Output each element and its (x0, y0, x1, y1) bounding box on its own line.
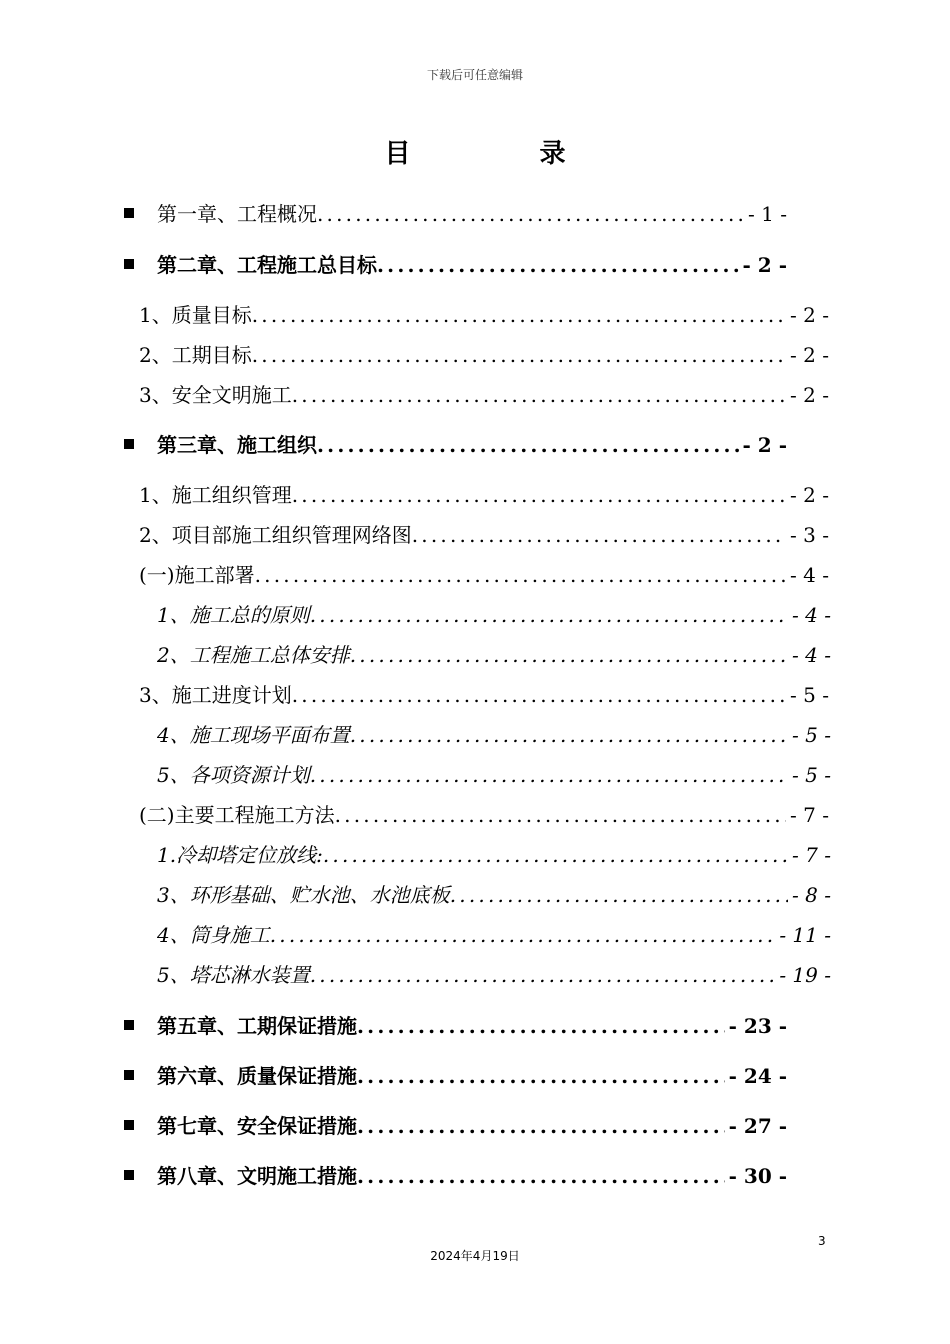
toc-entry-s2-2[interactable] (139, 339, 829, 368)
toc-leader (292, 683, 786, 707)
toc-leader (310, 763, 788, 787)
toc-leader (270, 923, 776, 947)
toc-leader (255, 563, 786, 587)
toc-entry-s2-3[interactable] (139, 379, 829, 408)
toc-entry-s3-b3[interactable] (157, 879, 831, 908)
toc-entry-label: 4、筒身施工 (157, 923, 270, 947)
toc-entry-label: 5、各项资源计划 (157, 763, 310, 787)
toc-page-number: - 2 - (790, 383, 829, 407)
toc-title: 目 录 (384, 139, 626, 169)
bullet-icon (124, 1120, 134, 1130)
bullet-icon (124, 1070, 134, 1080)
toc-page-number: - 7 - (790, 803, 829, 827)
toc-entry-ch1[interactable] (157, 198, 787, 227)
toc-entry-s3-b[interactable] (139, 799, 829, 828)
toc-page-number: - 2 - (742, 253, 787, 277)
toc-page-number: - 24 - (728, 1064, 787, 1088)
toc-entry-ch2[interactable] (157, 249, 787, 278)
page-footer-date: 2024年4月19日 (430, 1249, 520, 1263)
toc-entry-ch3[interactable] (157, 429, 787, 458)
toc-page-number: - 27 - (728, 1114, 787, 1138)
toc-entry-s3-b5[interactable] (157, 959, 831, 988)
toc-page-number: - 1 - (748, 202, 787, 226)
toc-entry-label: 1、质量目标 (139, 303, 252, 327)
toc-page-number: - 2 - (790, 343, 829, 367)
toc-entry-label: 3、安全文明施工 (139, 383, 292, 407)
toc-page-number: - 30 - (728, 1164, 787, 1188)
toc-page-number: - 4 - (790, 563, 829, 587)
toc-entry-label: 3、环形基础、贮水池、水池底板 (157, 883, 450, 907)
toc-page-number: - 4 - (792, 643, 831, 667)
bullet-icon (124, 439, 134, 449)
toc-leader (310, 603, 788, 627)
toc-leader (357, 1114, 725, 1138)
toc-page-number: - 8 - (792, 883, 831, 907)
toc-page-number: - 19 - (779, 963, 831, 987)
toc-entry-ch7[interactable] (157, 1110, 787, 1139)
toc-entry-label: 1.冷却塔定位放线: (157, 843, 323, 867)
toc-leader (310, 963, 776, 987)
toc-leader (357, 1014, 725, 1038)
toc-entry-ch8[interactable] (157, 1160, 787, 1189)
toc-page-number: - 5 - (792, 723, 831, 747)
toc-entry-s3-b4[interactable] (157, 919, 831, 948)
toc-page-number: - 3 - (790, 523, 829, 547)
toc-leader (292, 383, 786, 407)
toc-leader (357, 1064, 725, 1088)
toc-entry-label: 2、项目部施工组织管理网络图 (139, 523, 412, 547)
toc-leader (350, 723, 788, 747)
toc-entry-s3-a1[interactable] (157, 599, 831, 628)
toc-entry-label: 第一章、工程概况 (157, 202, 317, 226)
toc-leader (377, 253, 739, 277)
bullet-icon (124, 1020, 134, 1030)
bullet-icon (124, 259, 134, 269)
toc-leader (335, 803, 786, 827)
toc-entry-label: 第三章、施工组织 (157, 433, 317, 457)
toc-entry-ch6[interactable] (157, 1060, 787, 1089)
toc-page-number: - 2 - (742, 433, 787, 457)
toc-entry-s3-5[interactable] (157, 759, 831, 788)
toc-entry-label: 4、施工现场平面布置 (157, 723, 350, 747)
toc-leader (450, 883, 788, 907)
toc-entry-label: 第五章、工期保证措施 (157, 1014, 357, 1038)
toc-page-number: - 23 - (728, 1014, 787, 1038)
page-number: 3 (818, 1234, 826, 1248)
toc-entry-label: (二)主要工程施工方法 (139, 803, 335, 827)
toc-entry-s3-3[interactable] (139, 679, 829, 708)
toc-entry-label: 2、工期目标 (139, 343, 252, 367)
toc-entry-s3-2[interactable] (139, 519, 829, 548)
toc-entry-label: 2、工程施工总体安排 (157, 643, 350, 667)
toc-page-number: - 7 - (792, 843, 831, 867)
toc-entry-label: (一)施工部署 (139, 563, 255, 587)
toc-leader (323, 843, 788, 867)
toc-page-number: - 2 - (790, 483, 829, 507)
bullet-icon (124, 1170, 134, 1180)
toc-entry-s3-a2[interactable] (157, 639, 831, 668)
toc-entry-s3-1[interactable] (139, 479, 829, 508)
toc-leader (292, 483, 786, 507)
toc-page-number: - 11 - (779, 923, 831, 947)
toc-leader (252, 303, 786, 327)
toc-leader (357, 1164, 725, 1188)
toc-entry-label: 第六章、质量保证措施 (157, 1064, 357, 1088)
toc-leader (317, 433, 739, 457)
bullet-icon (124, 208, 134, 218)
toc-entry-label: 5、塔芯淋水装置 (157, 963, 310, 987)
toc-entry-s3-a[interactable] (139, 559, 829, 588)
toc-entry-s2-1[interactable] (139, 299, 829, 328)
toc-entry-s3-4[interactable] (157, 719, 831, 748)
toc-entry-label: 1、施工组织管理 (139, 483, 292, 507)
toc-page-number: - 5 - (790, 683, 829, 707)
toc-page-number: - 4 - (792, 603, 831, 627)
toc-entry-label: 第八章、文明施工措施 (157, 1164, 357, 1188)
toc-leader (317, 202, 744, 226)
page-header: 下载后可任意编辑 (426, 68, 523, 82)
toc-entry-label: 1、施工总的原则 (157, 603, 310, 627)
toc-entry-label: 第七章、安全保证措施 (157, 1114, 357, 1138)
toc-leader (350, 643, 788, 667)
toc-page-number: - 5 - (792, 763, 831, 787)
toc-entry-ch5[interactable] (157, 1010, 787, 1039)
toc-leader (252, 343, 786, 367)
toc-entry-label: 3、施工进度计划 (139, 683, 292, 707)
toc-entry-label: 第二章、工程施工总目标 (157, 253, 377, 277)
toc-page-number: - 2 - (790, 303, 829, 327)
toc-entry-s3-b1[interactable] (157, 839, 831, 868)
toc-leader (412, 523, 786, 547)
